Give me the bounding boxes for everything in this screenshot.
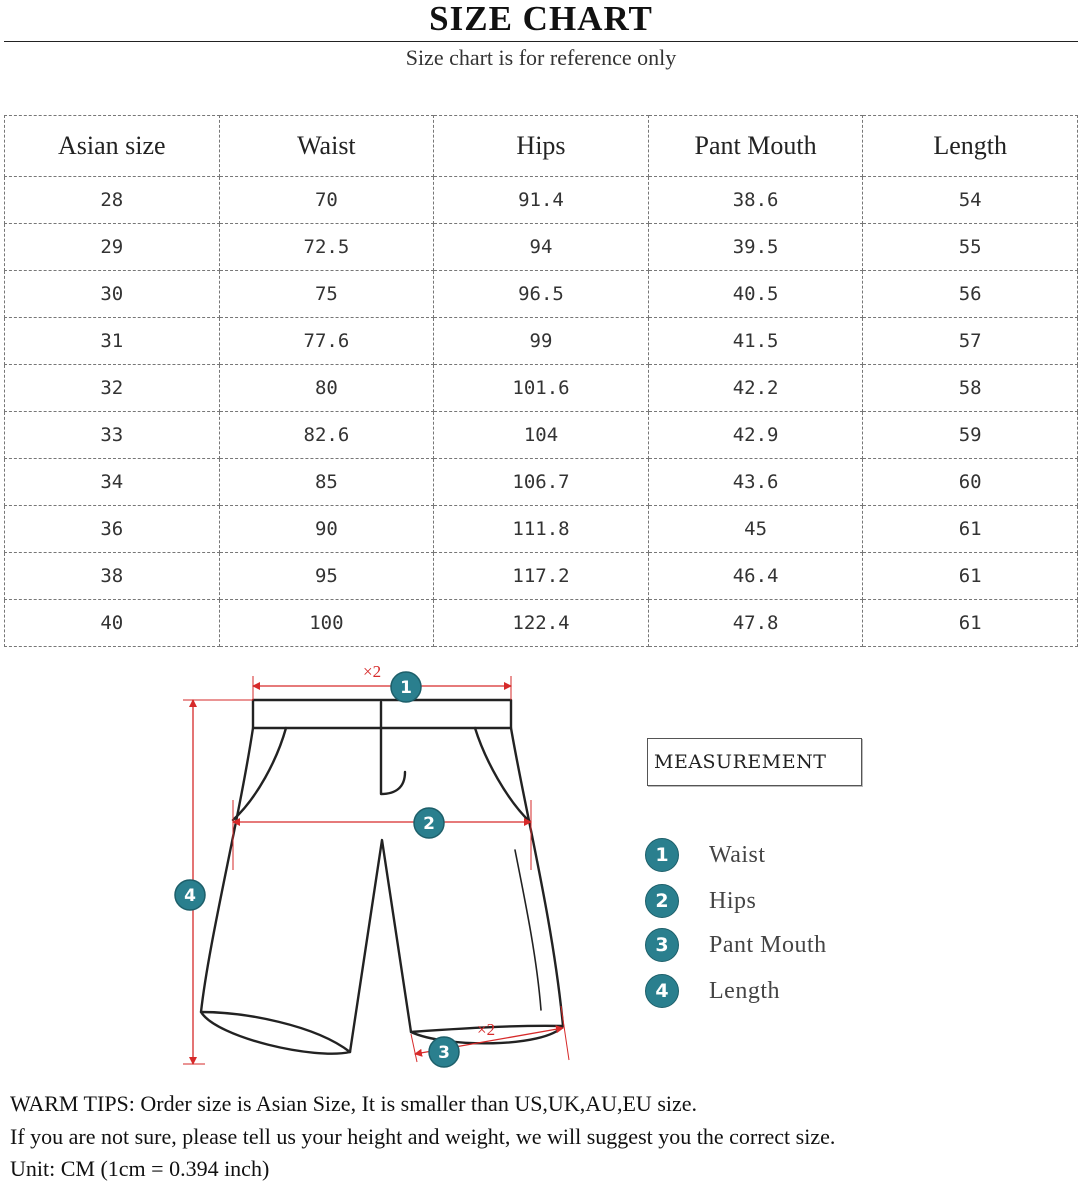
cell-waist: 77.6 [219,318,434,365]
page-subtitle: Size chart is for reference only [405,45,677,70]
cell-asian-size: 30 [5,271,220,318]
cell-waist: 100 [219,600,434,647]
size-chart-table [4,115,1078,647]
cell-asian-size: 28 [5,177,220,224]
left-pocket [233,728,286,820]
table-row [5,412,1078,459]
title-divider [4,41,1078,42]
cell-length: 58 [863,365,1078,412]
shorts-measurement-diagram [165,660,585,1072]
cell-hips: 122.4 [434,600,649,647]
cell-hips: 111.8 [434,506,649,553]
pant-mouth-tick-left [411,1034,417,1062]
cell-asian-size: 31 [5,318,220,365]
number-4-icon: 4 [645,974,679,1008]
pant-mouth-multiplier-label: ×2 [477,1020,496,1039]
table-row [5,318,1078,365]
cell-length: 55 [863,224,1078,271]
cell-pant-mouth: 42.9 [648,412,863,459]
cell-length: 61 [863,600,1078,647]
table-row [5,177,1078,224]
table-header-row [5,116,1078,177]
table-row [5,506,1078,553]
cell-hips: 91.4 [434,177,649,224]
page-title: SIZE CHART [429,0,653,38]
cell-asian-size: 36 [5,506,220,553]
warm-tips-text: WARM TIPS: Order size is Asian Size, It is smaller than US,UK,AU,EU size. [10,1091,698,1116]
cell-waist: 95 [219,553,434,600]
cell-waist: 82.6 [219,412,434,459]
legend-label-pant-mouth: Pant Mouth [709,932,827,958]
unit-note-text: Unit: CM (1cm = 0.394 inch) [10,1156,270,1181]
cell-pant-mouth: 47.8 [648,600,863,647]
cell-hips: 101.6 [434,365,649,412]
table-row [5,600,1078,647]
table-row [5,271,1078,318]
table-row [5,553,1078,600]
column-header-pant-mouth: Pant Mouth [648,116,863,177]
cell-pant-mouth: 38.6 [648,177,863,224]
cell-length: 57 [863,318,1078,365]
cell-asian-size: 38 [5,553,220,600]
cell-hips: 117.2 [434,553,649,600]
cell-waist: 80 [219,365,434,412]
column-header-waist: Waist [219,116,434,177]
cell-pant-mouth: 46.4 [648,553,863,600]
shorts-outline [201,700,563,1054]
cell-asian-size: 40 [5,600,220,647]
number-3-icon: 3 [645,928,679,962]
column-header-hips: Hips [434,116,649,177]
cell-pant-mouth: 41.5 [648,318,863,365]
side-seam [515,850,541,1010]
legend-label-waist: Waist [709,842,766,868]
column-header-length: Length [863,116,1078,177]
cell-asian-size: 32 [5,365,220,412]
cell-asian-size: 34 [5,459,220,506]
number-2-icon: 2 [645,884,679,918]
cell-hips: 94 [434,224,649,271]
cell-hips: 99 [434,318,649,365]
marker-2-label: 2 [423,814,435,834]
size-advice-text: If you are not sure, please tell us your height and weight, we will suggest you the correct size. [10,1124,836,1149]
diagram-marker-4 [175,880,205,910]
marker-3-label: 3 [438,1043,450,1063]
cell-asian-size: 33 [5,412,220,459]
cell-asian-size: 29 [5,224,220,271]
cell-length: 59 [863,412,1078,459]
cell-pant-mouth: 40.5 [648,271,863,318]
waist-multiplier-label: ×2 [363,662,382,681]
column-header-asian-size: Asian size [5,116,220,177]
cell-waist: 70 [219,177,434,224]
cell-waist: 72.5 [219,224,434,271]
legend-label-hips: Hips [709,888,757,914]
cell-waist: 90 [219,506,434,553]
cell-length: 54 [863,177,1078,224]
pant-mouth-tick-right [561,1006,569,1060]
number-1-icon: 1 [645,838,679,872]
cell-length: 56 [863,271,1078,318]
marker-4-label: 4 [184,886,196,906]
diagram-marker-3 [429,1037,459,1067]
fly-seam [381,702,405,794]
marker-1-label: 1 [400,678,412,698]
right-pocket [475,728,530,822]
cell-pant-mouth: 39.5 [648,224,863,271]
cell-pant-mouth: 43.6 [648,459,863,506]
cell-waist: 85 [219,459,434,506]
cell-waist: 75 [219,271,434,318]
diagram-marker-1 [391,672,421,702]
cell-pant-mouth: 42.2 [648,365,863,412]
cell-hips: 106.7 [434,459,649,506]
table-row [5,224,1078,271]
table-row [5,365,1078,412]
measurement-heading: MEASUREMENT [647,738,862,786]
cell-hips: 104 [434,412,649,459]
cell-length: 60 [863,459,1078,506]
cell-length: 61 [863,553,1078,600]
cell-pant-mouth: 45 [648,506,863,553]
legend-label-length: Length [709,978,780,1004]
diagram-marker-2 [414,808,444,838]
cell-hips: 96.5 [434,271,649,318]
cell-length: 61 [863,506,1078,553]
table-row [5,459,1078,506]
